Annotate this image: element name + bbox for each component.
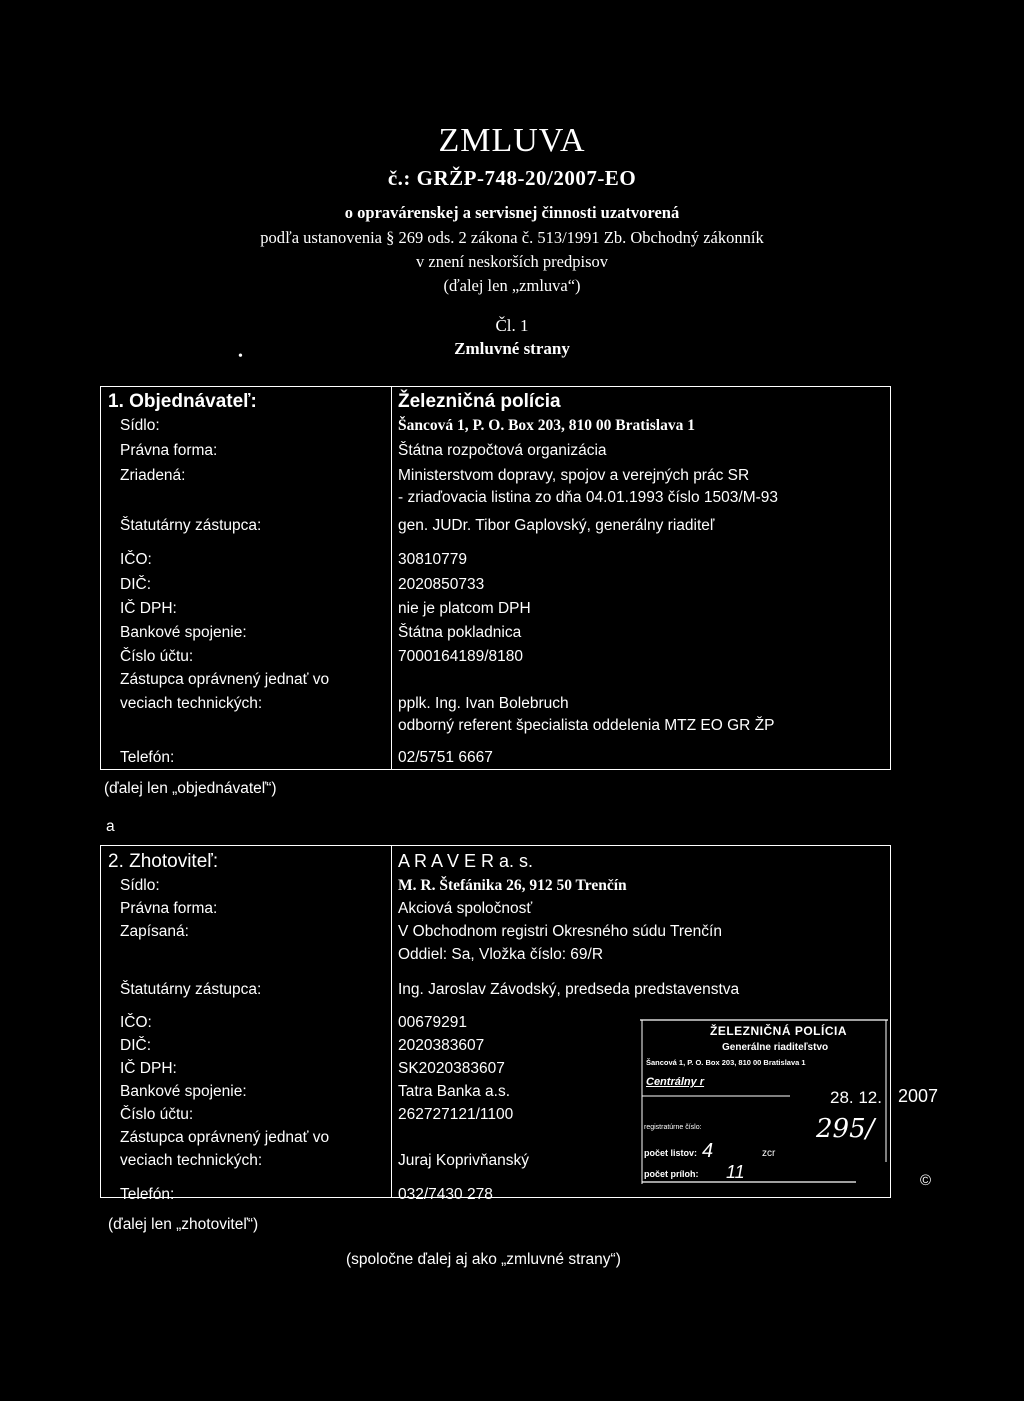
party1-field-value: pplk. Ing. Ivan Bolebruch — [398, 695, 569, 712]
stamp-reg-value: 295/ — [816, 1114, 875, 1144]
party1-field-value: odborný referent špecialista oddelenia MTZ EO GR ŽP — [398, 717, 775, 734]
party2-name: A R A V E R a. s. — [398, 851, 534, 871]
party2-field-value: Tatra Banka a.s. — [398, 1083, 511, 1100]
party2-field-value: Juraj Koprivňanský — [398, 1152, 529, 1169]
party2-field-label: IČ DPH: — [120, 1060, 177, 1077]
party1-field-value: - zriaďovacia listina zo dňa 04.01.1993 číslo 1503/M-93 — [398, 489, 779, 506]
party1-field-value: Štátna rozpočtová organizácia — [398, 442, 607, 459]
stamp-sheets-label: počet listov: — [644, 1148, 698, 1158]
subtitle-line-1: o opravárenskej a servisnej činnosti uzatvorená — [344, 203, 680, 222]
party1-alias: (ďalej len „objednávateľ“) — [104, 780, 277, 797]
party1-field-label: Zriadená: — [120, 467, 186, 484]
party1-field-label: Telefón: — [120, 749, 175, 766]
party1-field-label: DIČ: — [120, 576, 151, 593]
party2-field-label: IČO: — [120, 1014, 152, 1031]
bullet-mark: • — [238, 349, 243, 364]
footer-note: (spoločne ďalej aj ako „zmluvné strany“) — [346, 1251, 621, 1268]
article-heading: Zmluvné strany — [454, 339, 570, 358]
party1-field-label: IČ DPH: — [120, 600, 177, 617]
stamp-address: Šancová 1, P. O. Box 203, 810 00 Bratislava 1 — [646, 1058, 806, 1067]
party2-field-value: 032/7430 278 — [398, 1186, 493, 1203]
stamp-date-day: 28. 12. — [830, 1088, 882, 1107]
stamp-attach-label: počet príloh: — [644, 1169, 699, 1179]
party2-field-label: Telefón: — [120, 1186, 175, 1203]
party2-divider — [391, 845, 392, 1197]
stamp-dept: Centrálny r — [646, 1076, 705, 1088]
subtitle-line-4: (ďalej len „zmluva“) — [443, 276, 581, 295]
party1-name: Železničná polícia — [398, 391, 561, 412]
party1-field-value: nie je platcom DPH — [398, 600, 531, 617]
registration-stamp — [640, 1012, 939, 1189]
stamp-date-year: 2007 — [898, 1086, 939, 1106]
stamp-org: ŽELEZNIČNÁ POLÍCIA — [710, 1024, 847, 1038]
stamp-mark: © — [920, 1172, 932, 1189]
party1-field-label: Právna forma: — [120, 442, 218, 459]
party2-field-label: Právna forma: — [120, 900, 218, 917]
document-title: ZMLUVA — [438, 122, 586, 159]
party2-field-value: 262727121/1100 — [398, 1106, 514, 1123]
party1-field-value: Štátna pokladnica — [398, 624, 522, 641]
stamp-sheets-suffix: zcr — [762, 1148, 776, 1159]
contract-number: č.: GRŽP-748-20/2007-EO — [387, 166, 637, 190]
party1-field-value: 7000164189/8180 — [398, 648, 523, 665]
party2-field-value: Akciová spoločnosť — [398, 900, 533, 917]
party1-field-value: 2020850733 — [398, 576, 485, 593]
party2-heading: 2. Zhotoviteľ: — [108, 851, 219, 872]
party2-alias: (ďalej len „zhotoviteľ“) — [108, 1216, 259, 1233]
party2-field-label: Číslo účtu: — [120, 1106, 194, 1123]
party1-field-label: Sídlo: — [120, 417, 160, 434]
party2-field-label: veciach technických: — [120, 1152, 263, 1169]
conjunction: a — [106, 818, 115, 835]
stamp-sheets-value: 4 — [702, 1140, 714, 1162]
party2-field-value: V Obchodnom registri Okresného súdu Trenčín — [398, 923, 722, 940]
party1-field-label: IČO: — [120, 551, 152, 568]
party2-field-label: Zapísaná: — [120, 923, 189, 940]
party1-field-value: Šancová 1, P. O. Box 203, 810 00 Bratislava 1 — [398, 417, 695, 434]
party1-field-value: 30810779 — [398, 551, 467, 568]
party1-field-value: 02/5751 6667 — [398, 749, 493, 766]
party2-field-value: M. R. Štefánika 26, 912 50 Trenčín — [398, 877, 627, 894]
stamp-unit: Generálne riaditeľstvo — [722, 1042, 829, 1053]
party1-field-value: Ministerstvom dopravy, spojov a verejných prác SR — [398, 467, 750, 484]
party1-field-label: Bankové spojenie: — [120, 624, 247, 641]
party2-field-label: DIČ: — [120, 1037, 151, 1054]
party2-field-value: Ing. Jaroslav Závodský, predseda predstavenstva — [398, 981, 740, 998]
party2-field-value: 00679291 — [398, 1014, 467, 1031]
party2-field-value: Oddiel: Sa, Vložka číslo: 69/R — [398, 946, 604, 963]
party1-field-label: Zástupca oprávnený jednať vo — [120, 671, 330, 688]
article-number: Čl. 1 — [495, 316, 529, 335]
party2-field-label: Bankové spojenie: — [120, 1083, 247, 1100]
party2-field-value: 2020383607 — [398, 1037, 485, 1054]
party1-divider — [391, 386, 392, 769]
subtitle-line-2: podľa ustanovenia § 269 ods. 2 zákona č. 513/1991 Zb. Obchodný zákonník — [260, 228, 764, 247]
party2-field-value: SK2020383607 — [398, 1060, 505, 1077]
party1-heading: 1. Objednávateľ: — [108, 391, 257, 412]
stamp-reg-label: registratúrne číslo: — [644, 1124, 702, 1131]
party2-field-label: Zástupca oprávnený jednať vo — [120, 1129, 330, 1146]
party2-field-label: Sídlo: — [120, 877, 160, 894]
party1-field-value: gen. JUDr. Tibor Gaplovský, generálny riaditeľ — [398, 517, 715, 534]
party2-field-label: Štatutárny zástupca: — [120, 981, 262, 998]
party1-field-label: veciach technických: — [120, 695, 263, 712]
party1-field-label: Štatutárny zástupca: — [120, 517, 262, 534]
stamp-attach-value: 11 — [726, 1162, 745, 1182]
party1-field-label: Číslo účtu: — [120, 648, 194, 665]
subtitle-line-3: v znení neskorších predpisov — [416, 252, 608, 271]
